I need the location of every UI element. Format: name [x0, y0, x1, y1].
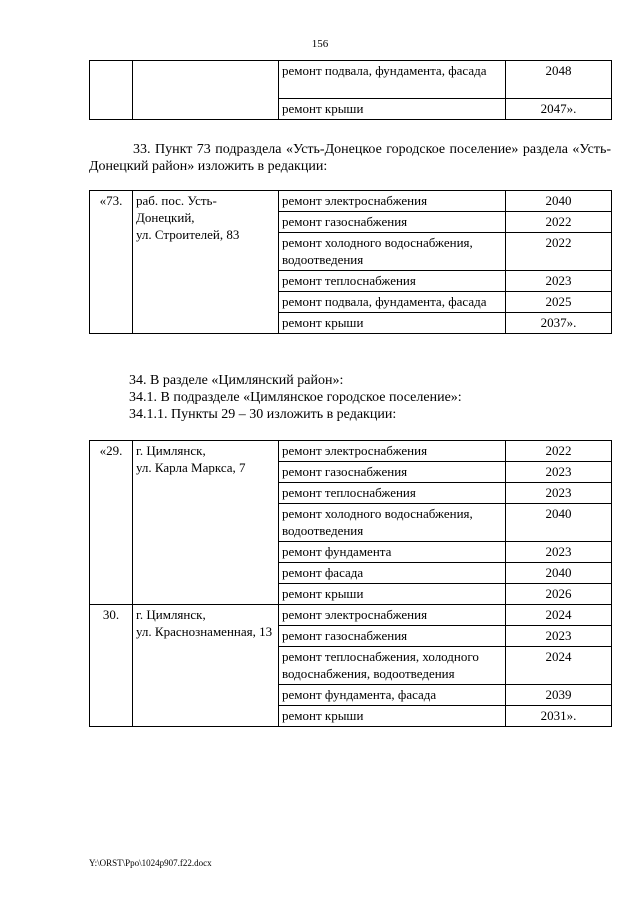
address-cell — [133, 61, 279, 120]
work-cell: ремонт подвала, фундамента, фасада — [279, 61, 506, 99]
item-number: «73. — [90, 191, 133, 334]
item-address: г. Цимлянск, ул. Краснознаменная, 13 — [133, 605, 279, 727]
paragraph-34: 34. В разделе «Цимлянский район»: — [129, 373, 344, 388]
year-cell: 2023 — [506, 462, 612, 483]
work-cell: ремонт крыши — [279, 584, 506, 605]
year-cell: 2047». — [506, 99, 612, 120]
work-cell: ремонт электроснабжения — [279, 441, 506, 462]
item-number: «29. — [90, 441, 133, 605]
year-cell: 2039 — [506, 685, 612, 706]
work-cell: ремонт холодного водоснабжения, водоотведения — [279, 233, 506, 271]
year-cell: 2048 — [506, 61, 612, 99]
work-cell: ремонт подвала, фундамента, фасада — [279, 292, 506, 313]
items-29-30-table — [89, 440, 612, 727]
work-cell: ремонт электроснабжения — [279, 191, 506, 212]
work-cell: ремонт теплоснабжения — [279, 483, 506, 504]
item-address: раб. пос. Усть-Донецкий, ул. Строителей, 83 — [133, 191, 279, 334]
continuation-table — [89, 60, 612, 120]
work-cell: ремонт фундамента — [279, 542, 506, 563]
work-cell: ремонт крыши — [279, 706, 506, 727]
year-cell: 2026 — [506, 584, 612, 605]
paragraph-33: 33. Пункт 73 подраздела «Усть-Донецкое городское поселение» раздела «Усть-Донецкий район» изложить в редакции: — [89, 142, 611, 174]
year-cell: 2022 — [506, 212, 612, 233]
year-cell: 2022 — [506, 233, 612, 271]
work-cell: ремонт крыши — [279, 99, 506, 120]
footer-file-path: Y:\ORST\Ppo\1024p907.f22.docx — [89, 858, 212, 868]
work-cell: ремонт газоснабжения — [279, 212, 506, 233]
work-cell: ремонт газоснабжения — [279, 626, 506, 647]
year-cell: 2040 — [506, 563, 612, 584]
table-row — [90, 605, 612, 626]
table-row — [90, 191, 612, 212]
year-cell: 2023 — [506, 483, 612, 504]
work-cell: ремонт крыши — [279, 313, 506, 334]
work-cell: ремонт теплоснабжения — [279, 271, 506, 292]
table-row — [90, 441, 612, 462]
number-cell — [90, 61, 133, 120]
year-cell: 2040 — [506, 504, 612, 542]
year-cell: 2023 — [506, 626, 612, 647]
page-number: 156 — [311, 38, 329, 50]
year-cell: 2024 — [506, 647, 612, 685]
table-row — [90, 61, 612, 99]
year-cell: 2031». — [506, 706, 612, 727]
work-cell: ремонт фундамента, фасада — [279, 685, 506, 706]
work-cell: ремонт фасада — [279, 563, 506, 584]
paragraph-34-1-1: 34.1.1. Пункты 29 – 30 изложить в редакции: — [129, 407, 397, 422]
year-cell: 2023 — [506, 542, 612, 563]
year-cell: 2024 — [506, 605, 612, 626]
work-cell: ремонт холодного водоснабжения, водоотведения — [279, 504, 506, 542]
item-number: 30. — [90, 605, 133, 727]
work-cell: ремонт электроснабжения — [279, 605, 506, 626]
year-cell: 2040 — [506, 191, 612, 212]
year-cell: 2022 — [506, 441, 612, 462]
year-cell: 2037». — [506, 313, 612, 334]
work-cell: ремонт газоснабжения — [279, 462, 506, 483]
paragraph-34-1: 34.1. В подразделе «Цимлянское городское поселение»: — [129, 390, 462, 405]
item-address: г. Цимлянск, ул. Карла Маркса, 7 — [133, 441, 279, 605]
year-cell: 2025 — [506, 292, 612, 313]
work-cell: ремонт теплоснабжения, холодного водоснабжения, водоотведения — [279, 647, 506, 685]
year-cell: 2023 — [506, 271, 612, 292]
item-73-table — [89, 190, 612, 334]
